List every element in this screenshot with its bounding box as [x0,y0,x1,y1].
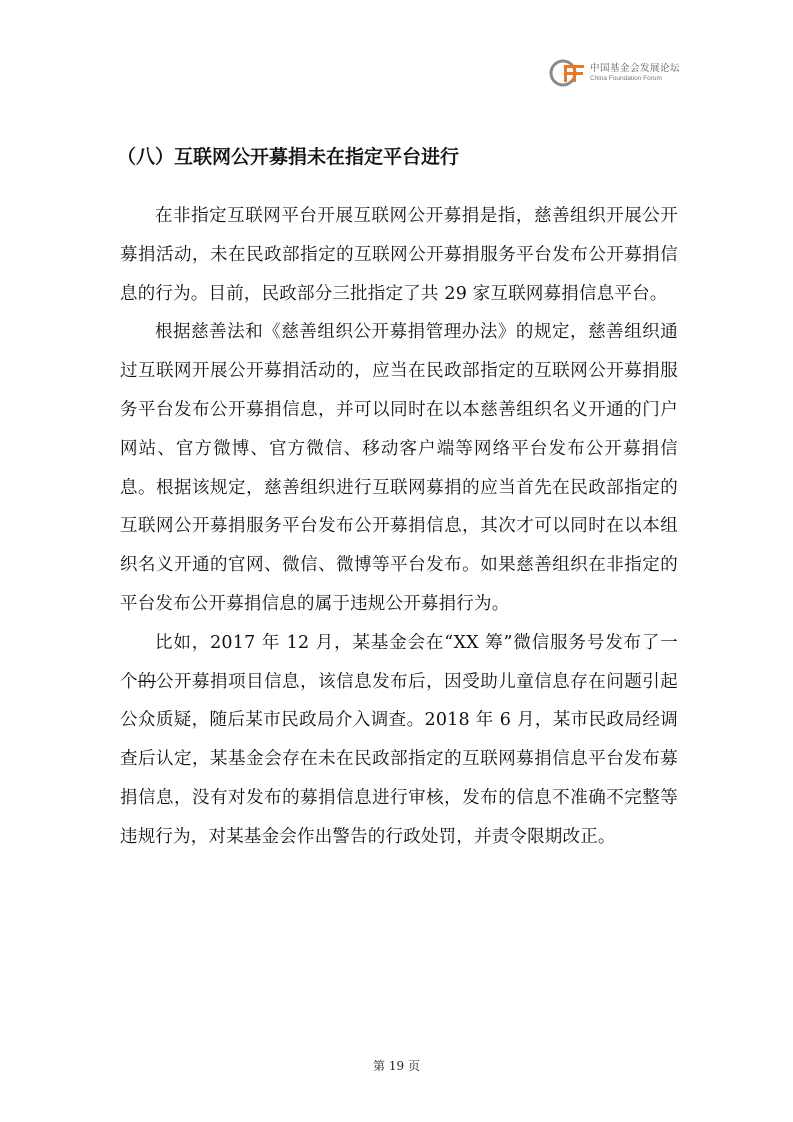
section-heading: （八）互联网公开募捐未在指定平台进行 [117,146,460,168]
logo-chinese-name: 中国基金会发展论坛 [590,62,681,74]
logo-f-letter-2 [573,65,584,82]
logo-text [590,64,680,83]
paragraph-1: 在非指定互联网平台开展互联网公开募捐是指，慈善组织开展公开募捐活动，未在民政部指定的互联网公开募捐服务平台发布公开募捐信息的行为。目前，民政部分三批指定了共 29 家互联网募捐信息平台。 [120,206,678,304]
paragraph-3 [120,624,678,857]
cff-logo-icon [548,58,586,88]
body-text [120,197,678,857]
page-number: 第 19 页 [373,1059,420,1073]
paragraph-3-part-2: 公开募捐项目信息，该信息发布后，因受助儿童信息存在问题引起公众质疑，随后某市民政局介入调查。2018 年 6 月，某市民政局经调查后认定，某基金会存在未在民政部指定的互联网募捐信息平台发布募捐信息，没有对发布的募捐信息进行审核，发布的信息不准确不完整等违规行为，对某基金会作出警告的行政处罚，并责令限期改正。 [120,671,678,847]
logo-english-name: China Foundation Forum [590,75,662,82]
paragraph-2: 根据慈善法和《慈善组织公开募捐管理办法》的规定，慈善组织通过互联网开展公开募捐活动的，应当在民政部指定的互联网公开募捐服务平台发布公开募捐信息，并可以同时在以本慈善组织名义开通的门户网站、官方微博、官方微信、移动客户端等网络平台发布公开募捐信息。根据该规定，慈善组织进行互联网募捐的应当首先在民政部指定的互联网公开募捐服务平台发布公开募捐信息，其次才可以同时在以本组织名义开通的官网、微信、微博等平台发布。如果慈善组织在非指定的平台发布公开募捐信息的属于违规公开募捐行为。 [120,322,678,614]
paragraph-3-part-1: 比如，2017 年 12 月，某基金会在“XX 筹”微信服务号发布了一个 [120,632,678,692]
struck-through-text: 的 [138,671,157,692]
forum-logo [548,58,708,88]
